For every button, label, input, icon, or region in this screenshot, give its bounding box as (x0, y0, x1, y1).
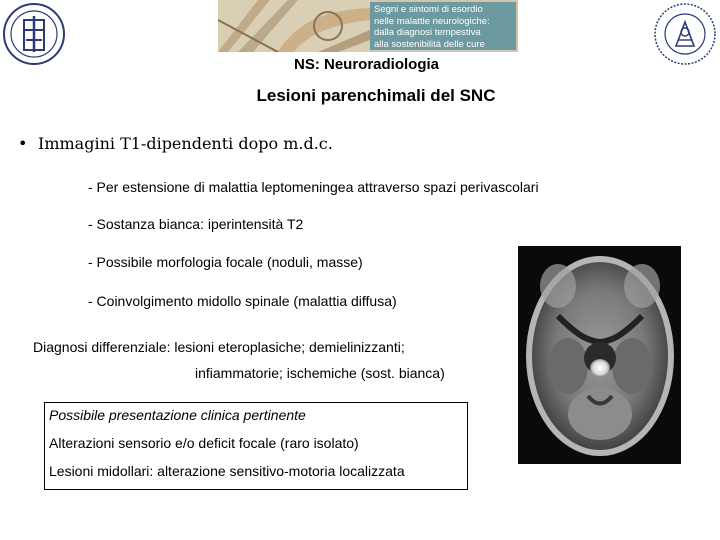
banner-line: nelle malattie neurologiche: (374, 15, 490, 27)
clinical-box-line: Alterazioni sensorio e/o deficit focale (raro isolato) (49, 435, 359, 451)
section-title: NS: Neuroradiologia (293, 56, 439, 73)
conference-banner (218, 0, 518, 52)
brain-mri-image (518, 246, 681, 464)
differential-diagnosis-line2: infiammatorie; ischemiche (sost. bianca) (195, 365, 445, 381)
sub-item: - Coinvolgimento midollo spinale (malattia diffusa) (88, 293, 397, 309)
clinical-box-line: Lesioni midollari: alterazione sensitivo-motoria localizzata (49, 463, 405, 479)
bullet-symbol: • (18, 134, 28, 153)
slide-title: Lesioni parenchimali del SNC (256, 86, 496, 105)
differential-diagnosis-line1: Diagnosi differenziale: lesioni eteroplasiche; demielinizzanti; (33, 339, 405, 355)
banner-line: alla sostenibilità delle cure (374, 38, 485, 50)
main-bullet-text: Immagini T1-dipendenti dopo m.d.c. (38, 134, 333, 153)
banner-line: Segni e sintomi di esordio (374, 4, 483, 15)
sub-item: - Possibile morfologia focale (noduli, masse) (88, 254, 363, 270)
clinical-presentation-box (44, 402, 468, 490)
banner-line: dalla diagnosi tempestiva (374, 27, 481, 38)
main-bullet (18, 134, 333, 153)
sub-item: - Per estensione di malattia leptomeningea attraverso spazi perivascolari (88, 179, 539, 195)
sub-item: - Sostanza bianca: iperintensità T2 (88, 216, 304, 232)
clinical-box-title: Possibile presentazione clinica pertinente (49, 407, 306, 423)
banner-caption (370, 2, 516, 50)
banner-artwork-icon (218, 0, 370, 52)
